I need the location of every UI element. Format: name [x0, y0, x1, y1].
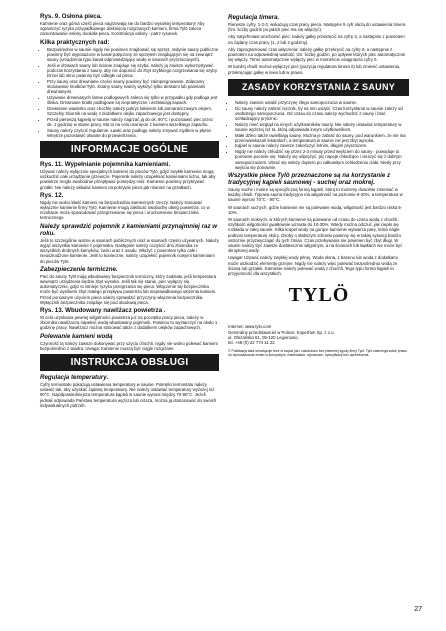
paragraph-timer-4: W każdej chwili można wyłączyć piec (pozycja regulatora timera 0) lub zmienić ustawienia, przekręcając gałkę w lewo lub w prawo.: [228, 64, 401, 75]
paragraph-zabezpieczenie: Piec do sauny Tylö mają wbudowany bezpiecznik termiczny, który zadziała, jeśli temperatura wewnątrz urządzenia będzie zbyt wysoka. Jeśli tak się stanie, piec wyłączy się automatycznie, gdyż to istnieje ryzyko przegrzania się pieca. Włączenie się bezpiecznika może być wynikiem zbyt małego przepływu powietrza lub nieprawidłowego ułożenia kamieni. Przed ponownym użyciem pieca należy sprawdzić przyczynę włączenia bezpiecznika. Wyłącznik bezpiecznika znajduje się pod obudową pieca.: [40, 273, 217, 305]
contact-website: Internet: www.tylo.com: [228, 324, 272, 330]
list-item: • Należy zawsze ustalić przyczynę złego samopoczucia w saunie.: [235, 100, 409, 105]
section-bar-informacje: INFORMACJE OGÓLNE: [40, 141, 219, 158]
section-bar-zasady: ZASADY KORZYSTANIA Z SAUNY: [228, 79, 409, 96]
paragraph-regulacja-temperatury: Cyfry termostatu pokazują ustawienia temperatury w saunie. Pokrętło termostatu należy ustawić tak, aby uzyskać żądaną temperaturę. Nie należy ustawiać temperatury wyższej niż 90°C. Najodpowiedniejsza temperatura kąpieli w saunie wynosi między 70-90°C. Jeżeli jednak odpowiada Państwu temperatura wyższa lub niższa, można ją dostosować do swoich indywidualnych potrzeb.: [40, 381, 217, 408]
heading-zabezpieczenie: Zabezpieczenie termiczne.: [40, 265, 118, 273]
heading-regulacja-timera: Regulacja timera.: [228, 14, 280, 21]
tips-list: [40, 47, 219, 138]
list-item: • Nigdy nie należy chłodzić się przez 2-3 minuty przed wejściem do sauny - powoduje to ponowne pocenie się. Należy się odprężyć, pić napoje chłodzące i cieszyć się z dobrym samopoczuciem. Ubrać się należy dopiero po całkowitym ochłodzeniu ciała. Niedy przy wejściu się ponownie.: [235, 149, 409, 170]
list-item: • Jeśli w drzwiach sauny lub ścianie znajduje się szyba, należy ją zawsze wykorzystywać podczas korzystania z sauny, aby nie dopuścić do zbyt szybkiego rozgrzewania się szyby. Drzwi lub okno powinny być odległe od pieca.: [47, 63, 219, 79]
heading-polewanie: Polewanie kamieni wodą: [40, 332, 113, 340]
heading-rys11: Rys. 11. Wypełnianie pojemnika kamieniami.: [40, 161, 171, 169]
heading-oslona: Rys. 9. Osłona pieca.: [40, 13, 102, 20]
heading-kilka-rad: Kilka praktycznych rad:: [40, 38, 110, 46]
heading-regulacja-temperatury: Regulacja temperatury.: [40, 373, 109, 381]
right-column: [228, 12, 409, 357]
svg-text:TYLÖ: TYLÖ: [288, 284, 349, 307]
paragraph-rys12: Nigdy nie wolno kłaść kamieni na bezpośrednio kamiennych rzeczy. Należy stosować wyłącznie kamienie firmy Tylö. Kamienie mogą zakłócać swobodny obieg powietrza, co w rezultacie może spowodować przegrzewanie się pieca i uruchomienie bezpiecznika termicznego.: [40, 199, 210, 221]
contact-phone: tel. +48 (0) 22 774 11 22: [228, 340, 275, 346]
paragraph-rys11: Używać należy wyłącznie specjalnych kamieni do pieców Tylö, gdyż zwykłe kamienie mogą uszkodzić całe urządzenie grzewcze. Pojemnik należy uzupełniać kamieniami luźno, tak aby powietrze mogło swobodnie przepływać pomiędzy nimi. Kamienie powinny przykrywać grzałki. Nie należy układać kamieni na pokrywie pieca jak również na grzałkach.: [40, 169, 216, 190]
paragraph-sprawdzic: Jeśli to szczególnie ważne w saunach publicznych oraz w saunach często używanych. Należy wyjąć wszystkie kamienie z pojemnika. Następnie należy oczyścić dno zbiornika ze wszystkich drobnych kamyków, żwiru oraz z osadu. Włożyć z powrotem tylko całe i nieuszkodzone kamienie. Jeśli to konieczne, należy uzupełnić pojemnik nowymi kamieniami do pieców Tylö.: [40, 237, 219, 264]
paragraph-uwaga: Uwaga! Używać należy zwykłej wody pitnej. Woda słona, z basenu lub woda z dodatkami może uszkodzić elementy grzejne. Nigdy nie należy więc polewać bezpośrednio wodą ze ścianą lub grzałek. Kamienie należy polewać wodą z chochli. Tego typu forma kąpieli to przyjemność dla wszystkich.: [228, 255, 398, 277]
heading-rys12: Rys. 12.: [40, 191, 64, 199]
list-item: • Małe dzieci także uwielbiają saunę. Można je zabrać do sauny, pod warunkiem, że nie ma przeciwwskazań lekarskich, a temperatura w saunie nie jest zbyt wysoka.: [235, 133, 409, 143]
contact-block: [228, 324, 409, 346]
tylo-logo-icon: [288, 282, 349, 307]
list-item: • Należy mieć wzgląd na innych użytkowników sauny. Nie należy ustawiać temperatury w saunie wyższej niż ta, którą odpowiada innym użytkownikom.: [235, 122, 409, 132]
list-item: • Sauny należy czyścić regularnie. Ławki oraz podłogę należy zmywać mydłem w płynie. Wnętrze pozostawić otwarte do przewietrzenia.: [47, 128, 219, 138]
paragraph-timer-1: Pierwsze cyfry, 1-2-3, wskazują czas pracy pieca. Następne 9 cyfr służą do ustawienia timera (tzn. liczby godzin po jakich piec ma się włączyć).: [228, 22, 406, 33]
rules-list: [228, 100, 409, 170]
paragraph-oslona: Kamienie oraz górna część pieca nagrzewają się do bardzo wysokiej temperatury! Aby ograniczyć ryzyko przypadkowego dotknięcia rozgrzanych kamieni, firma Tylö zaleca zamontowanie osłony dookoła pieca. Konstrukcja osłony - patrz rysunek.: [40, 21, 205, 37]
paragraph-wszystkie-1: Sauny suche i mokre są specyficzną formą kąpieli, którą to możemy dowolnie zmieniać w każdej chwili. Typowa sauna tradycyjna ma wilgotność na poziomie 5-20%, a temperatura w saunie wynosi 70°C - 90°C.: [228, 186, 403, 203]
section-bar-instrukcja: INSTRUKCJA OBSŁUGI: [40, 354, 219, 371]
left-column: [40, 12, 219, 410]
tylo-logo: [228, 282, 409, 307]
heading-wszystkie-piece: Wszystkie piece Tylö przeznaczone są na korzystanie z tradycyjnej kąpieli saunowej - suchej oraz mokrej.: [228, 171, 391, 186]
page-number: 27: [414, 606, 422, 613]
list-item: • Drewniane wiaderko oraz chochlę należy pokryć lakierem lub pomarańczowym olejem. Szczelny zbiornik na wodę z dodatkiem olejku zapachowego jest dostępny.: [47, 106, 219, 116]
paragraph-wszystkie-2: W saunach suchych, gdzie kamienie nie są polewane wodą, wilgotność jest bardzo niska 5-10%.: [228, 204, 403, 215]
list-item: • Kąpiel w saunie należy zawsze zakończyć letnim, długim prysznicem.: [235, 143, 409, 148]
list-item: • Bezpośrednio w saunie nigdy nie powinien znajdować się sprzęt. Jedynie sauny publiczne powinny być wyposażone w kanał połączony ze sprzętem znajdującym się na zewnątrz sauny (urządzenia typu kanał odprowadzający wodę w saunach prysznicowych).: [47, 47, 219, 63]
paragraph-rys13: W celu uzyskania pewnej wilgotności powietrza już na początku pracy pieca, należy w zbiorniku nawilżacza napełnić wodą wbudowany pojemnik. Powinno to wystarczyć na około 1 godzinę pracy. Nawilżacz można stosować także z dodatkiem olejków zapachowych.: [40, 314, 218, 331]
paragraph-wszystkie-3: W saunach mokrych, w których kamienie są polewane od czasu do czasu wodą z chochli, szybkość wilgotności gwałtownie wzrasta do 10-30%. Wtedy można odczuć, jak ciepło się rozkłada w całej saunie. Kilka kropel wody na gorące kamienie wytwarza parę, która nagle podnosi temperaturę skóry. Osoby o słabszym zdrowiu powinny się w takiej sytuacji bardzo ostrożnie przyzwyczajać do tych zmian. Czas przebywania nie powinien być zbyt długi. W saunie należy być zawsze dostatecznie wilgotnym, a na ścianach lub ławkach nie może być skroplonej wody.: [228, 216, 403, 254]
paragraph-timer-2: Aby natychmiast uruchomić piec: należy gałkę przekręcić na cyfrę 3, a następnie z powrotem na żądany czas pracy (1, 2 lub 3 godziny).: [228, 34, 405, 45]
heading-rys13: Rys. 13. Wbudowany nawilżacz powietrza .: [40, 306, 166, 314]
list-item: • Do sauny należy zabrać ręcznik, by na nim usiąść. Czas korzystania w saunie zależy od osobistego samopoczucia. Od czasu do czasu należy wychodzić z sauny i brać ochładzający prysznic.: [235, 106, 409, 122]
contact-distributor: Generalny przedstawiciel w Polsce: Koperfam Sp. z o.o.: [228, 329, 335, 335]
paragraph-polewanie: Czynność tą należy zawsze dokonywać przy użyciu chochli, nigdy nie wolno polewać kamieni bezpośrednio z wiadra. Uwaga: Kamienie muszą być ciągle rozgrzane.: [40, 340, 218, 351]
list-item: • Używanie drewnianych listew podłogowych zaleca się tylko w przypadku gdy podłoga jest śliska. Drewniane kratki podłogowe są niepraktyczne i wchłaniają zapach.: [47, 95, 219, 105]
contact-address: ul. Olszańska 51, 05-120 Legionowo,: [228, 335, 299, 341]
heading-sprawdzic: Należy sprawdzić pojemnik z kamieniami przynajmniej raz w roku.: [40, 222, 218, 237]
list-item: • Przy sauny oraz drewniane części sauny powinny być zaimpregnowane. Zalecamy stosowanie środków Tylö. Ściany sauny należy wyłożyć tylko deskami lub panelami drewnianymi.: [47, 79, 219, 95]
paragraph-timer-3: Aby zaprogramować czas włączenia: należy gałkę przekręcić na cyfrę 9, a następnie z powrotem na odpowiednią wartość, tzn. liczbę godzin, po upływie których piec automatycznie się włączy. Timer automatycznie wyłączy piec w momencie osiągnięcia cyfry 0.: [228, 46, 406, 63]
list-item: • Przed pierwszą kąpielą w saunie należy nagrzać ją do ok. 90°C i pozostawić piec przez ok. 1 godzinę w stanie pracy. Ma to na celu usunięcie z kamieni wszelkiego zapachu.: [47, 117, 219, 127]
copyright-note: © Publikacja taka obowiązuje teże w części jak i całościowo bez pisemnej zgody firmy Tylö. Tylö zastrzega sobie prawo do wprowadzania zmian w kolorystyce, materiałach, wymiarach, specyfikacji bez uprzedzenia.: [228, 348, 407, 357]
